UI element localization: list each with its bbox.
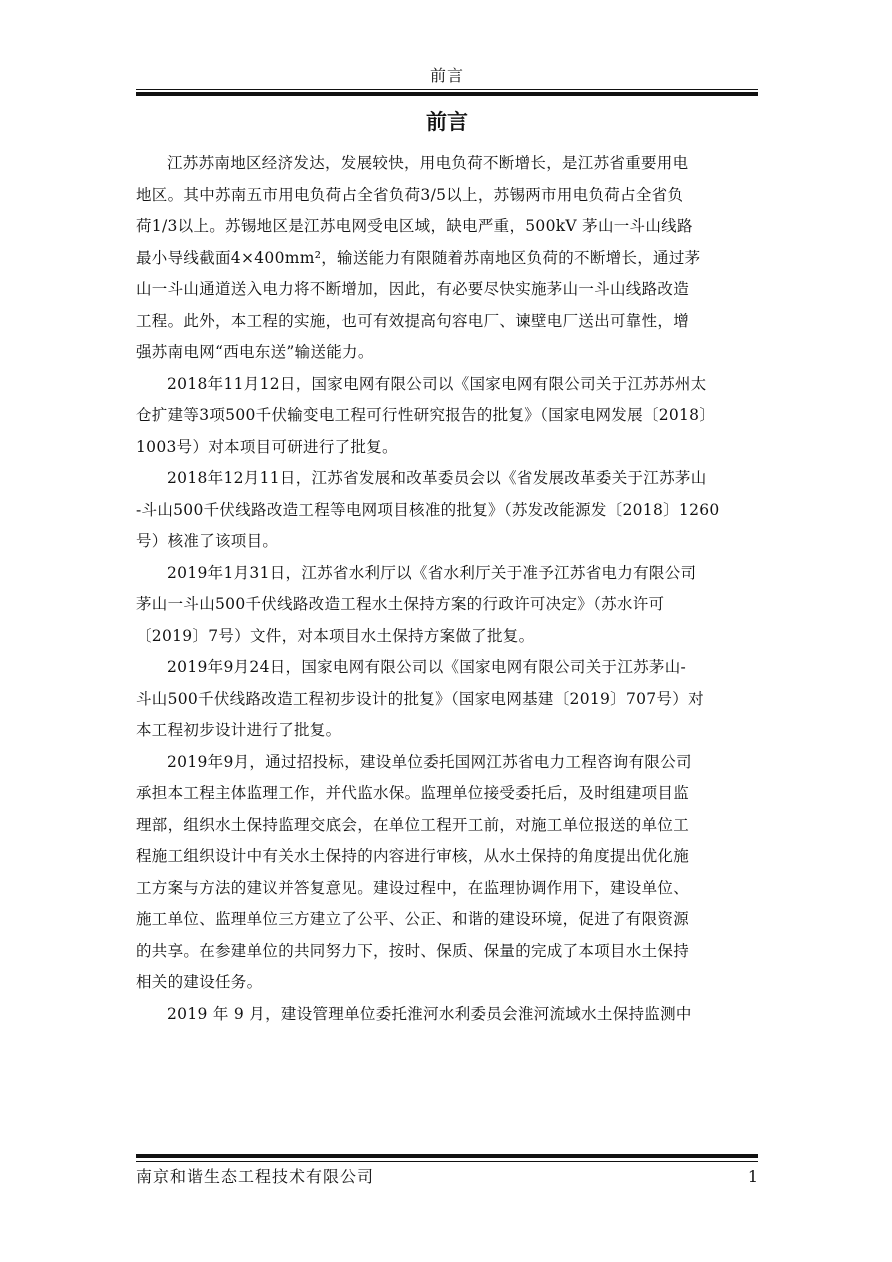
paragraph-7: 2019 年 9 月，建设管理单位委托淮河水利委员会淮河流域水土保持监测中	[167, 1004, 692, 1023]
paragraph-4: 2019年1月31日，江苏省水利厅以《省水利厅关于准予江苏省电力有限公司 茅山一斗山500千伏线路改造工程水土保持方案的行政许可决定》（苏水许可 〔2019〕7号）文件，对本项目水土保持方案做了批复。	[136, 563, 697, 645]
footer-rule-thick	[136, 1154, 758, 1158]
paragraph-2: 2018年11月12日，国家电网有限公司以《国家电网有限公司关于江苏苏州太 仓扩建等3项500千伏输变电工程可行性研究报告的批复》（国家电网发展〔2018〕 1003号）对本项目可研进行了批复。	[136, 374, 716, 456]
page-title: 前言	[426, 110, 468, 134]
paragraph-6: 2019年9月，通过招投标，建设单位委托国网江苏省电力工程咨询有限公司 承担本工程主体监理工作，并代监水保。监理单位接受委托后，及时组建项目监 理部，组织水土保持监理交底会，在单位工程开工前，对施工单位报送的单位工 程施工组织设计中有关水土保持的内容进行审核，从水土保持的角度提出优化施 工方案与方法的建议并答复意见。建设过程中，在监理协调作用下，建设单位、 施工单位、监理单位三方建立了公平、公正、和谐的建设环境，促进了有限资源 的共享。在参建单位的共同努力下，按时、保质、保量的完成了本项目水土保持 相关的建设任务。	[136, 752, 692, 991]
header-rule-thin	[136, 89, 758, 90]
body-text	[136, 148, 758, 1030]
footer-rule-thin	[136, 1161, 758, 1162]
page-number: 1	[747, 1167, 758, 1186]
paragraph-5: 2019年9月24日，国家电网有限公司以《国家电网有限公司关于江苏茅山- 斗山500千伏线路改造工程初步设计的批复》（国家电网基建〔2019〕707号）对 本工程初步设计进行了批复。	[136, 658, 704, 739]
footer-company: 南京和谐生态工程技术有限公司	[136, 1167, 375, 1186]
paragraph-1: 江苏苏南地区经济发达，发展较快，用电负荷不断增长，是江苏省重要用电 地区。其中苏南五市用电负荷占全省负荷3/5以上，苏锡两市用电负荷占全省负 荷1/3以上。苏锡地区是江苏电网受电区域，缺电严重，500kV 茅山一斗山线路 最小导线截面4×400mm²，输送能力有限随着苏南地区负荷的不断增长，通过茅 山一斗山通道送入电力将不断增加，因此，有必要尽快实施茅山一斗山线路改造 工程。此外，本工程的实施，也可有效提高句容电厂、谏壁电厂送出可靠性，增 强苏南电网“西电东送”输送能力。	[136, 154, 701, 361]
header-rule-thick	[136, 92, 758, 96]
paragraph-3: 2018年12月11日，江苏省发展和改革委员会以《省发展改革委关于江苏茅山 -斗山500千伏线路改造工程等电网项目核准的批复》（苏发改能源发〔2018〕1260 号）核准了该项目。	[136, 469, 720, 550]
running-header: 前言	[429, 66, 464, 85]
